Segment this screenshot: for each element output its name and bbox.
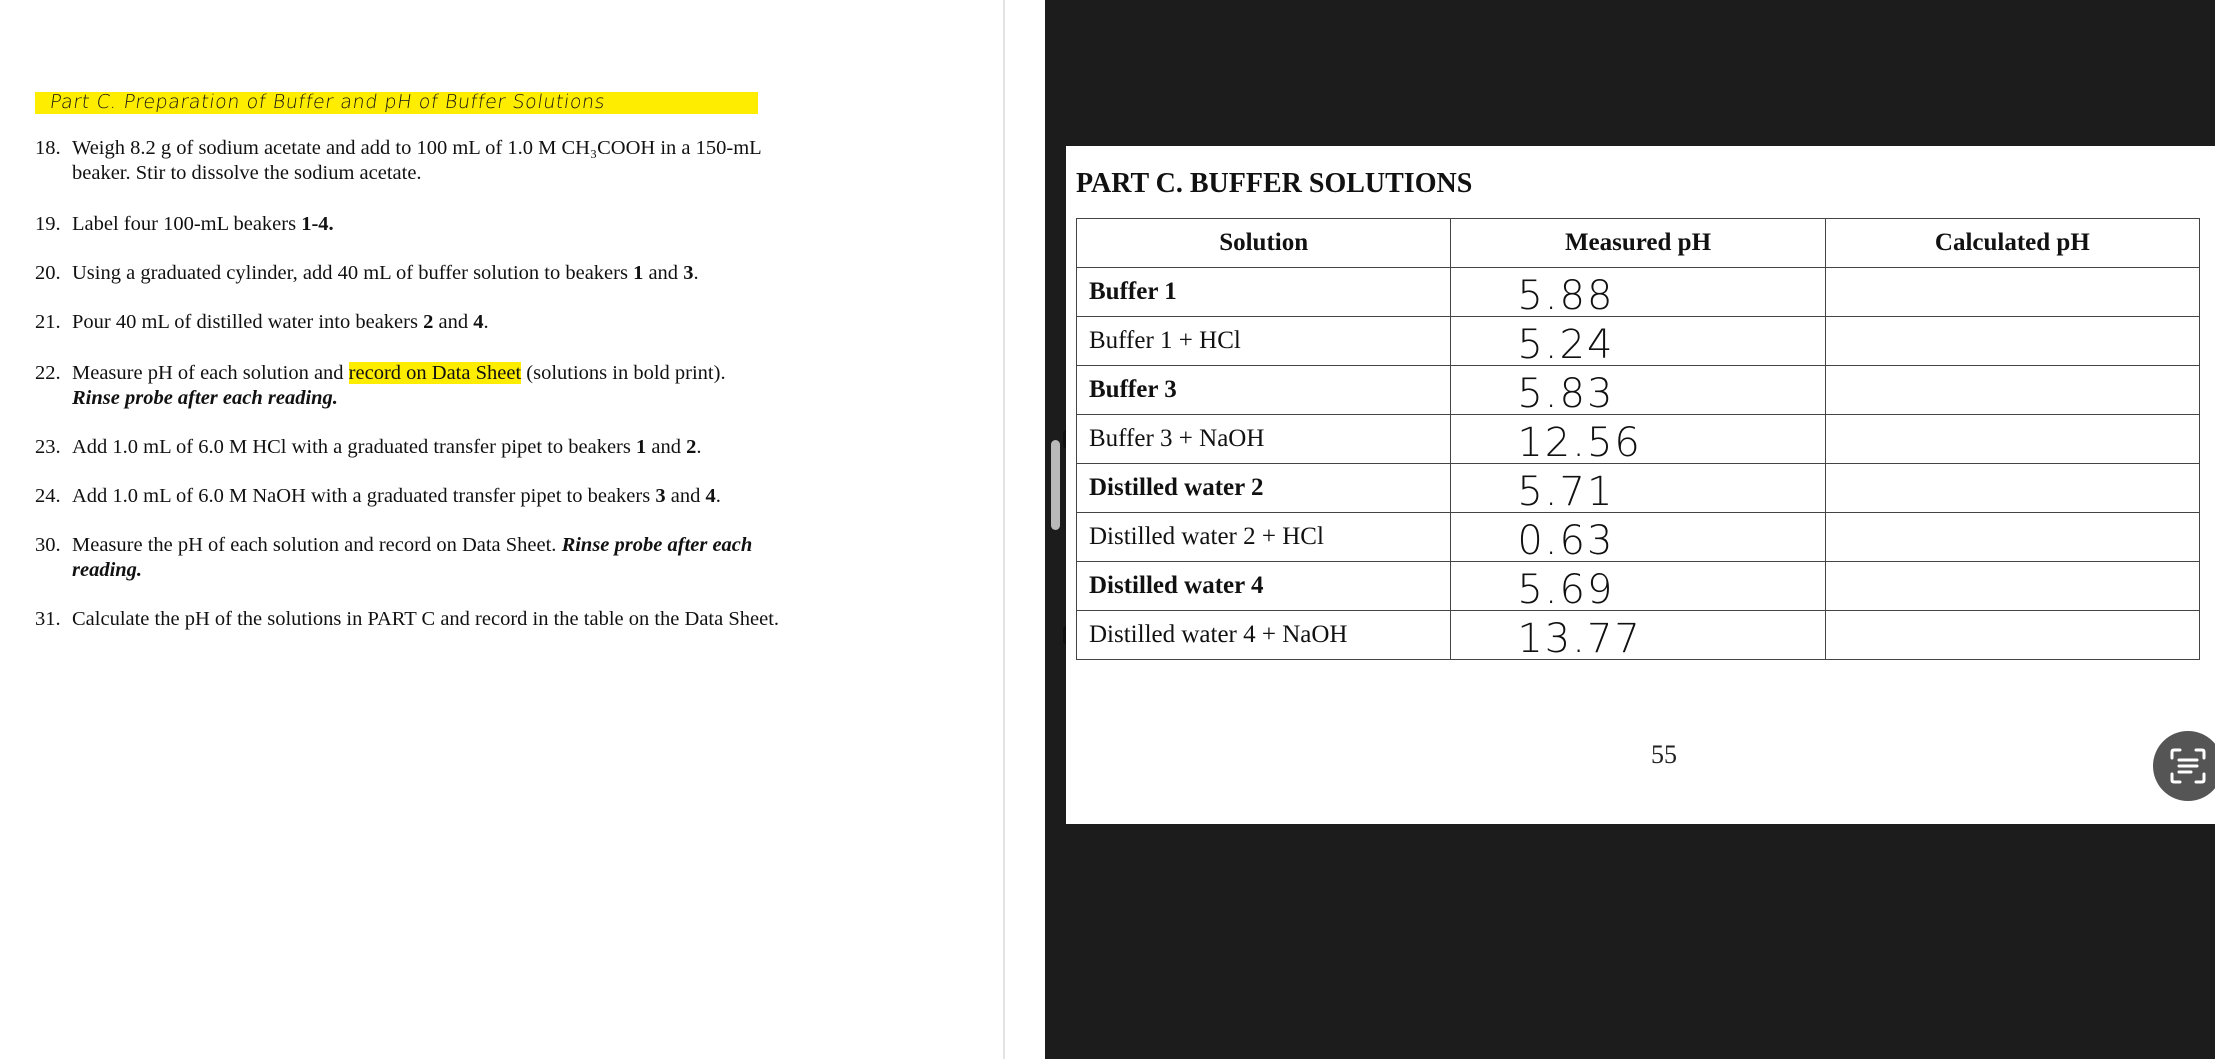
solution-cell: Distilled water 4 + NaOH [1077, 611, 1451, 660]
measured-ph-cell: 5.71 [1451, 464, 1825, 513]
measured-ph-cell: 0.63 [1451, 513, 1825, 562]
step-22: 22. Measure pH of each solution and record on Data Sheet (solutions in bold print). Rinse probe after each reading. [35, 362, 726, 409]
solution-cell: Distilled water 2 + HCl [1077, 513, 1451, 562]
datasheet-page [1066, 146, 2215, 824]
step-21: 21. Pour 40 mL of distilled water into beakers 2 and 4. [35, 311, 489, 333]
calculated-ph-cell [1825, 366, 2199, 415]
table-row [1077, 562, 2200, 611]
handwritten-heading: Part C. Preparation of Buffer and pH of Buffer Solutions [48, 91, 607, 113]
step-19: 19. Label four 100-mL beakers 1-4. [35, 213, 334, 235]
step-24: 24. Add 1.0 mL of 6.0 M NaOH with a graduated transfer pipet to beakers 3 and 4. [35, 485, 721, 507]
table-row [1077, 268, 2200, 317]
pane-divider [1003, 0, 1005, 1059]
calculated-ph-cell [1825, 513, 2199, 562]
calculated-ph-cell [1825, 268, 2199, 317]
buffer-table [1076, 218, 2200, 660]
step-23: 23. Add 1.0 mL of 6.0 M HCl with a graduated transfer pipet to beakers 1 and 2. [35, 436, 702, 458]
document-pane [0, 0, 1003, 1059]
page-title: PART C. BUFFER SOLUTIONS [1076, 168, 1473, 199]
table-row [1077, 415, 2200, 464]
solution-cell: Buffer 3 [1077, 366, 1451, 415]
column-header: Calculated pH [1825, 219, 2199, 268]
scrollbar-thumb[interactable] [1051, 440, 1060, 530]
table-row [1077, 317, 2200, 366]
page-number: 55 [1651, 740, 1677, 769]
calculated-ph-cell [1825, 317, 2199, 366]
measured-ph-cell: 12.56 [1451, 415, 1825, 464]
table-row [1077, 366, 2200, 415]
text-scan-icon [2168, 746, 2208, 786]
measured-ph-cell: 5.69 [1451, 562, 1825, 611]
solution-cell: Distilled water 2 [1077, 464, 1451, 513]
solution-cell: Distilled water 4 [1077, 562, 1451, 611]
calculated-ph-cell [1825, 562, 2199, 611]
measured-ph-cell: 5.88 [1451, 268, 1825, 317]
column-header: Measured pH [1451, 219, 1825, 268]
table-header-row [1077, 219, 2200, 268]
solution-cell: Buffer 3 + NaOH [1077, 415, 1451, 464]
measured-ph-cell: 13.77 [1451, 611, 1825, 660]
step-18: 18. Weigh 8.2 g of sodium acetate and add to 100 mL of 1.0 M CH₃COOH in a 150-mL beaker. Stir to dissolve the sodium acetate. [35, 137, 762, 184]
step-20: 20. Using a graduated cylinder, add 40 mL of buffer solution to beakers 1 and 3. [35, 262, 699, 284]
table-row [1077, 464, 2200, 513]
table-row [1077, 513, 2200, 562]
calculated-ph-cell [1825, 464, 2199, 513]
calculated-ph-cell [1825, 611, 2199, 660]
calculated-ph-cell [1825, 415, 2199, 464]
step-30: 30. Measure the pH of each solution and record on Data Sheet. Rinse probe after each reading. [35, 534, 753, 581]
highlighted-text: record on Data Sheet [348, 362, 522, 384]
step-31: 31. Calculate the pH of the solutions in PART C and record in the table on the Data Sheet. [35, 608, 780, 630]
measured-ph-cell: 5.83 [1451, 366, 1825, 415]
column-header: Solution [1077, 219, 1451, 268]
solution-cell: Buffer 1 + HCl [1077, 317, 1451, 366]
text-scan-button[interactable] [2153, 731, 2215, 801]
solution-cell: Buffer 1 [1077, 268, 1451, 317]
table-row [1077, 611, 2200, 660]
measured-ph-cell: 5.24 [1451, 317, 1825, 366]
